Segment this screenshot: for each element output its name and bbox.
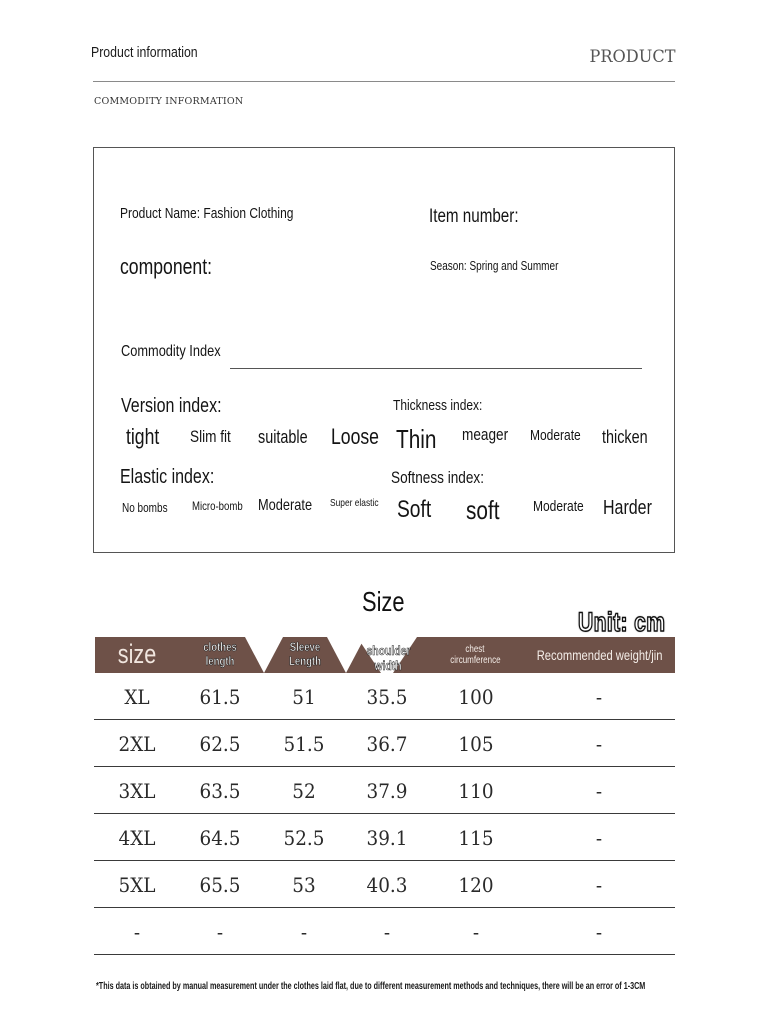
elastic-option-micro-bomb: Micro-bomb [192,499,243,513]
cell-chest: 115 [458,825,494,850]
thickness-option-thicken: thicken [602,427,648,447]
table-row [94,814,675,861]
cell-weight: - [595,731,603,756]
cell-sleeve-length: 52 [292,778,316,803]
cell-size: - [133,919,141,944]
cell-sleeve-length: 52.5 [283,825,325,850]
elastic-option-super-elastic: Super elastic [330,497,379,509]
commodity-index-label: Commodity Index [121,343,221,360]
table-row [94,861,675,908]
version-option-suitable: suitable [258,427,308,447]
cell-clothes-length: 63.5 [199,778,241,803]
header-divider [93,81,675,82]
cell-clothes-length: 61.5 [199,684,241,709]
column-header-recommended-weight [520,637,675,673]
season-label: Season: Spring and Summer [430,259,559,273]
cell-weight: - [595,778,603,803]
elastic-option-moderate: Moderate [258,497,313,514]
version-index-label: Version index: [121,395,222,417]
column-header-label: size [118,639,157,670]
softness-option-soft-2: soft [466,495,500,525]
table-row [94,908,675,955]
column-header-label: width [374,658,402,673]
unit-label: Unit: cm [578,607,666,637]
softness-option-moderate: Moderate [533,498,584,515]
cell-weight: - [595,825,603,850]
cell-chest: 120 [458,872,494,897]
thickness-option-moderate: Moderate [530,427,581,444]
cell-chest: - [472,919,480,944]
cell-clothes-length: 65.5 [199,872,241,897]
cell-weight: - [595,684,603,709]
cell-sleeve-length: - [300,919,308,944]
thickness-index-label: Thickness index: [393,397,483,414]
cell-chest: 100 [458,684,494,709]
page-title: Product information [91,44,198,61]
table-row [94,720,675,767]
column-header-shoulder-width [348,637,428,673]
version-option-loose: Loose [331,424,379,449]
version-option-slim-fit: Slim fit [190,427,231,446]
column-header-label: circumference [449,655,501,666]
commodity-index-divider [230,368,642,369]
thickness-option-meager: meager [462,425,509,444]
measurement-footnote: *This data is obtained by manual measurement under the clothes laid flat, due to different measurement methods and techniques, there will be an error of 1-3CM [96,981,646,992]
cell-shoulder-width: 39.1 [366,825,408,850]
cell-shoulder-width: 37.9 [366,778,408,803]
table-row [94,767,675,814]
cell-clothes-length: 64.5 [199,825,241,850]
softness-index-label: Softness index: [391,468,484,487]
elastic-index-label: Elastic index: [120,466,215,488]
cell-size: XL [124,684,150,709]
cell-size: 2XL [118,731,156,756]
cell-size: 5XL [118,872,156,897]
cell-sleeve-length: 51.5 [283,731,325,756]
column-header-chest-circumference [430,637,520,673]
cell-clothes-length: - [216,919,224,944]
cell-size: 4XL [118,825,156,850]
cell-weight: - [595,919,603,944]
softness-option-harder: Harder [603,497,652,519]
column-header-label: Sleeve [289,640,321,655]
size-table-header [95,637,675,673]
item-number-label: Item number: [429,206,519,227]
table-row [94,673,675,720]
cell-clothes-length: 62.5 [199,731,241,756]
cell-shoulder-width: 35.5 [366,684,408,709]
component-label: component: [120,254,212,279]
cell-shoulder-width: 40.3 [366,872,408,897]
softness-option-soft: Soft [397,496,432,523]
elastic-option-no-bombs: No bombs [122,501,168,515]
version-option-tight: tight [126,424,160,449]
column-header-sleeve-length [265,637,345,673]
cell-shoulder-width: - [383,919,391,944]
size-table-body [94,673,675,955]
thickness-option-thin: Thin [396,424,437,454]
cell-shoulder-width: 36.7 [366,731,408,756]
column-header-clothes-length [180,637,260,673]
column-header-size [95,637,180,673]
cell-weight: - [595,872,603,897]
column-header-label: shoulder [366,643,410,659]
brand-word: PRODUCT [589,47,675,67]
product-name: Product Name: Fashion Clothing [120,205,294,222]
section-subtitle: COMMODITY INFORMATION [94,96,244,107]
cell-size: 3XL [118,778,156,803]
cell-chest: 110 [458,778,494,803]
column-header-label: chest [465,643,485,655]
cell-sleeve-length: 53 [292,872,316,897]
cell-chest: 105 [458,731,494,756]
column-header-label: length [205,654,235,668]
cell-sleeve-length: 51 [292,684,316,709]
size-chart-title: Size [362,586,405,617]
column-header-label: Recommended weight/jin [537,646,663,663]
column-header-label: clothes [203,640,237,655]
column-header-label: Length [289,654,321,668]
